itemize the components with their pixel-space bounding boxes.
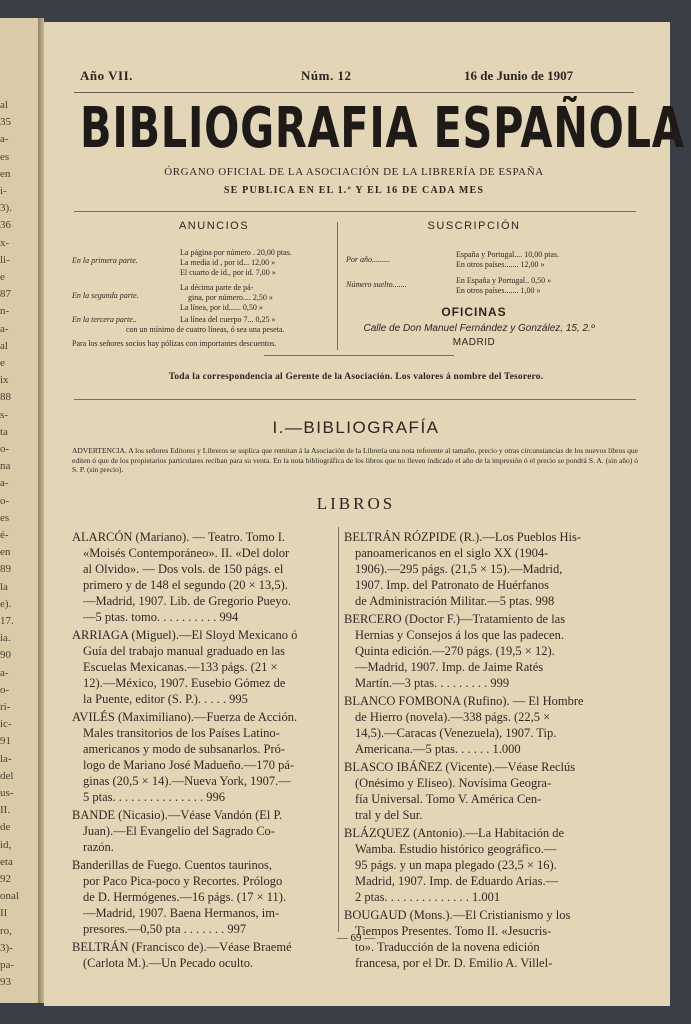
left-page-fragment: ia. [0, 632, 11, 645]
left-page-fragment: o- [0, 494, 10, 507]
entry-line: de Hierro (novela).—338 págs. (22,5 × [355, 710, 551, 724]
anuncios-part3-label: En la tercera parte.. [72, 315, 137, 324]
left-page-fragment: 87 [0, 288, 11, 301]
left-page-fragment: ta [0, 425, 8, 438]
anuncios-part1-label: En la primera parte. [72, 256, 138, 265]
left-page-fragment: ic- [0, 718, 12, 731]
entry-line: ginas (20,5 × 14).—Nueva York, 1907.— [83, 774, 291, 788]
left-page-fragment: a- [0, 477, 9, 490]
left-page-fragment: ix [0, 374, 9, 387]
left-page-fragment: es [0, 150, 10, 163]
entry-line: Americana.—5 ptas. . . . . . 1.000 [355, 742, 521, 756]
entry-line: 12).—México, 1907. Eusebio Gómez de [83, 676, 286, 690]
entry-line: BLÁZQUEZ (Antonio).—La Habitación de [344, 826, 565, 840]
left-page-fragment: II. [0, 804, 11, 817]
suscripcion-year-label: Por año......... [346, 255, 390, 264]
bibliography-entry [72, 857, 334, 937]
entry-line: Banderillas de Fuego. Cuentos taurinos, [72, 858, 272, 872]
anuncios-discount-note: Para los señores socios hay pólizas con importantes descuentos. [72, 339, 277, 348]
left-page-fragment: e [0, 357, 5, 369]
left-page-fragment: al [0, 339, 8, 352]
left-page-fragment: al [0, 99, 8, 111]
column-divider [337, 222, 338, 350]
left-page-fragment: a- [0, 666, 9, 679]
entry-line: panoamericanos en el siglo XX (1904- [355, 546, 549, 560]
suscripcion-year-prices: España y Portugal.... 10,00 ptas. En otros países....... 12,00 » [456, 250, 560, 269]
issue-number: Núm. 12 [301, 68, 352, 83]
left-page-fragment: II [0, 907, 8, 920]
entry-line: (Carlota M.).—Un Pecado oculto. [83, 956, 254, 970]
left-page-fragment: 92 [0, 873, 11, 885]
suscripcion-single-label: Número suelto....... [346, 280, 407, 289]
libros-heading: LIBROS [316, 494, 396, 513]
anuncios-part1-prices: La página por número . 20,00 ptas. La media id , por id... 12,00 » El cuarto de id., por id. 7,00 » [180, 248, 292, 277]
left-page-fragment: la- [0, 752, 12, 765]
advertencia-note: ADVERTENCIA. A los señores Editores y Libreros se suplica que remitan á la Asociación de la Librería una nota referente al tamaño, precio y otras circunstancias de los nuevos libros que editen ó que de los propietarios particulares reciban para su venta. En la nota bibliográfica de los libros que no lleven indicado el año de la impresión ó el precio se pondrá S. A. (sin año) ó S. P. (sin precio). [72, 446, 638, 474]
entry-line: «Moisés Contemporáneo». II. «Del dolor [83, 546, 290, 560]
entry-line: Hernias y Consejos á los que las padecen. [355, 628, 564, 642]
entry-line: 5 ptas. . . . . . . . . . . . . . . 996 [83, 790, 226, 804]
oficinas-address: Calle de Don Manuel Fernández y González, 15, 2.º [363, 323, 595, 334]
entry-line: BELTRÁN RÓZPIDE (R.).—Los Pueblos His- [344, 530, 582, 544]
bibliography-entry [344, 825, 608, 905]
entry-line: razón. [83, 840, 114, 854]
bibliography-entry [344, 693, 608, 757]
entry-line: (Onésimo y Eliseo). Novísima Geogra- [355, 776, 552, 790]
left-page-fragment: e). [0, 597, 12, 610]
left-page-fragment: o- [0, 443, 10, 455]
entry-line: primero y de 148 el segundo (20 × 13,5). [83, 578, 288, 592]
entry-line: tral y del Sur. [355, 808, 423, 822]
entry-line: —Madrid, 1907. Imp. de Jaime Ratés [355, 660, 544, 674]
bibliography-entry [344, 759, 608, 823]
entry-line: Juan).—El Evangelio del Sagrado Co- [83, 824, 275, 838]
entry-line: Tiempos Presentes. Tomo II. «Jesucris- [355, 924, 552, 938]
entries-left-column [72, 529, 334, 973]
entry-line: de Administración Militar.—5 ptas. 998 [355, 594, 555, 608]
bibliography-entry [72, 807, 334, 855]
entry-line: fía Universal. Tomo V. América Cen- [355, 792, 542, 806]
left-page-fragment: 93 [0, 976, 11, 989]
header-rule [74, 92, 634, 93]
left-facing-page [0, 18, 42, 1003]
issue-year: Año VII. [80, 68, 133, 83]
left-page-fragment: es [0, 511, 10, 524]
bibliography-entry [72, 709, 334, 805]
section-title: I.—BIBLIOGRAFÍA [272, 418, 440, 437]
bibliography-entry [344, 611, 608, 691]
section-rule [74, 399, 636, 400]
entry-line: francesa, por el Dr. D. Emilio A. Villel- [355, 956, 553, 970]
entry-line: ALARCÓN (Mariano). — Teatro. Tomo I. [72, 530, 286, 544]
left-page-fragment: li- [0, 253, 10, 266]
anuncios-part2-prices: La décima parte de pá- gina, por número.... 2,50 » La línea, por id...... 0,50 » [180, 283, 273, 312]
anuncios-part3-note: con un mínimo de cuatro líneas, ó sea una peseta. [126, 325, 285, 334]
entry-line: de D. Hermógenes.—16 págs. (17 × 11). [83, 890, 287, 904]
left-page-fragment: 35 [0, 116, 11, 129]
short-rule [264, 355, 454, 356]
left-page-fragment: ro, [0, 924, 12, 937]
entry-line: BERCERO (Doctor F.)—Tratamiento de las [344, 612, 566, 626]
entry-line: Madrid, 1907. Imp. de Eduardo Arias.— [355, 874, 559, 888]
entry-line: logo de Mariano José Madueño.—170 pá- [83, 758, 295, 772]
entry-line: —5 ptas. tomo. . . . . . . . . . 994 [83, 610, 239, 624]
left-page-fragment: s- [0, 408, 8, 421]
entry-line: AVILÉS (Maximiliano).—Fuerza de Acción. [72, 710, 298, 724]
columns-divider [338, 527, 339, 932]
entry-line: por Paco Pica-poco y Recortes. Prólogo [83, 874, 283, 888]
left-page-fragment: 89 [0, 563, 11, 576]
entry-line: —Madrid, 1907. Baena Hermanos, im- [83, 906, 280, 920]
bibliography-entry [72, 627, 334, 707]
anuncios-part2-label: En la segunda parte. [72, 291, 139, 300]
left-page-fragment: 88 [0, 391, 11, 404]
left-page-fragment: us- [0, 787, 14, 799]
left-page-fragment: na [0, 460, 11, 473]
left-page-fragment: a- [0, 322, 9, 335]
entry-line: to». Traducción de la novena edición [355, 940, 540, 954]
entries-right-column [344, 529, 608, 973]
left-page-fragment: n- [0, 305, 10, 318]
entry-line: Guía del trabajo manual graduado en las [83, 644, 286, 658]
entry-line: ARRIAGA (Miguel).—El Sloyd Mexicano ó [72, 628, 298, 642]
entry-line: presores.—0,50 pta . . . . . . . 997 [83, 922, 247, 936]
entry-line: Wamba. Estudio histórico geográfico.— [355, 842, 557, 856]
left-page-fragment: en [0, 167, 11, 180]
left-page-fragment: 36 [0, 219, 11, 232]
masthead-subtitle: ÓRGANO OFICIAL DE LA ASOCIACIÓN DE LA LIBRERÍA DE ESPAÑA [164, 166, 544, 178]
left-page-fragment: 90 [0, 649, 11, 662]
entry-line: 14,5).—Caracas (Venezuela), 1907. Tip. [355, 726, 557, 740]
page-number: — 69 — [336, 932, 376, 944]
oficinas-city: MADRID [452, 337, 496, 348]
left-page-fragment: 3). [0, 202, 12, 215]
entry-line: 1907. Imp. del Patronato de Huérfanos [355, 578, 550, 592]
left-page-fragment: a- [0, 133, 9, 146]
entry-line: al Olvido». — Dos vols. de 150 págs. el [83, 562, 284, 576]
anuncios-heading: ANUNCIOS [178, 220, 250, 232]
left-page-fragment: id, [0, 838, 12, 851]
left-page-fragment: pa- [0, 959, 15, 971]
masthead-rule [74, 211, 636, 212]
entry-line: BOUGAUD (Mons.).—El Cristianismo y los [344, 908, 571, 922]
left-page-fragment: de [0, 821, 11, 834]
left-page-fragment: la [0, 580, 8, 593]
entry-line: Escuelas Mexicanas.—133 págs. (21 × [83, 660, 278, 674]
suscripcion-heading: SUSCRIPCIÓN [427, 220, 521, 232]
entry-line: BANDE (Nicasio).—Véase Vandón (El P. [72, 808, 283, 822]
left-page-fragment: e [0, 271, 5, 283]
left-page-fragment: eta [0, 855, 13, 868]
anuncios-part3-price: La línea del cuerpo 7... 0,25 » [180, 315, 276, 324]
suscripcion-single-prices: En España y Portugal.. 0,50 » En otros países....... 1,00 » [456, 276, 552, 295]
left-page-fragment: i- [0, 185, 7, 197]
bibliography-entry [344, 529, 608, 609]
publication-frequency: SE PUBLICA EN EL 1.º Y EL 16 DE CADA MES [223, 185, 485, 196]
entry-line: americanos y modo de subsanarlos. Pró- [83, 742, 286, 756]
entry-line: 95 págs. y un mapa plegado (23,5 × 16). [355, 858, 557, 872]
left-page-fragment: x- [0, 236, 10, 249]
entry-line: 2 ptas. . . . . . . . . . . . . . 1.001 [355, 890, 501, 904]
issue-date: 16 de Junio de 1907 [464, 68, 574, 83]
correspondence-note: Toda la correspondencia al Gerente de la Asociación. Los valores á nombre del Tesorero. [168, 372, 544, 382]
entry-line: —Madrid, 1907. Lib. de Gregorio Pueyo. [83, 594, 291, 608]
entry-line: BELTRÁN (Francisco de).—Véase Braemé [72, 940, 292, 954]
entry-line: la Puente, editor (S. P.). . . . . 995 [83, 692, 248, 706]
oficinas-heading: OFICINAS [441, 305, 507, 319]
left-page-fragment: 3)- [0, 941, 13, 954]
left-page-fragment: onal [0, 890, 19, 903]
left-page-fragment: 91 [0, 735, 11, 748]
left-page-fragment: o- [0, 683, 10, 696]
left-page-fragment: ri- [0, 701, 11, 713]
left-page-fragment: del [0, 769, 14, 782]
left-page-fragment: en [0, 546, 11, 559]
bibliography-entry [72, 529, 334, 625]
entry-line: Quinta edición.—270 págs. (19,5 × 12). [355, 644, 555, 658]
journal-page [44, 22, 685, 1006]
left-page-fragment: é- [0, 529, 9, 541]
entry-line: 1906).—295 págs. (21,5 × 15).—Madrid, [355, 562, 563, 576]
entry-line: BLASCO IBÁÑEZ (Vicente).—Véase Reclús [344, 760, 576, 774]
entry-line: Martín.—3 ptas. . . . . . . . . 999 [355, 676, 510, 690]
entry-line: BLANCO FOMBONA (Rufino). — El Hombre [344, 694, 584, 708]
masthead-title: BIBLIOGRAFIA ESPAÑOLA [80, 96, 685, 161]
left-page-fragment: 17. [0, 615, 14, 627]
entry-line: Males transitorios de los Países Latino- [83, 726, 280, 740]
